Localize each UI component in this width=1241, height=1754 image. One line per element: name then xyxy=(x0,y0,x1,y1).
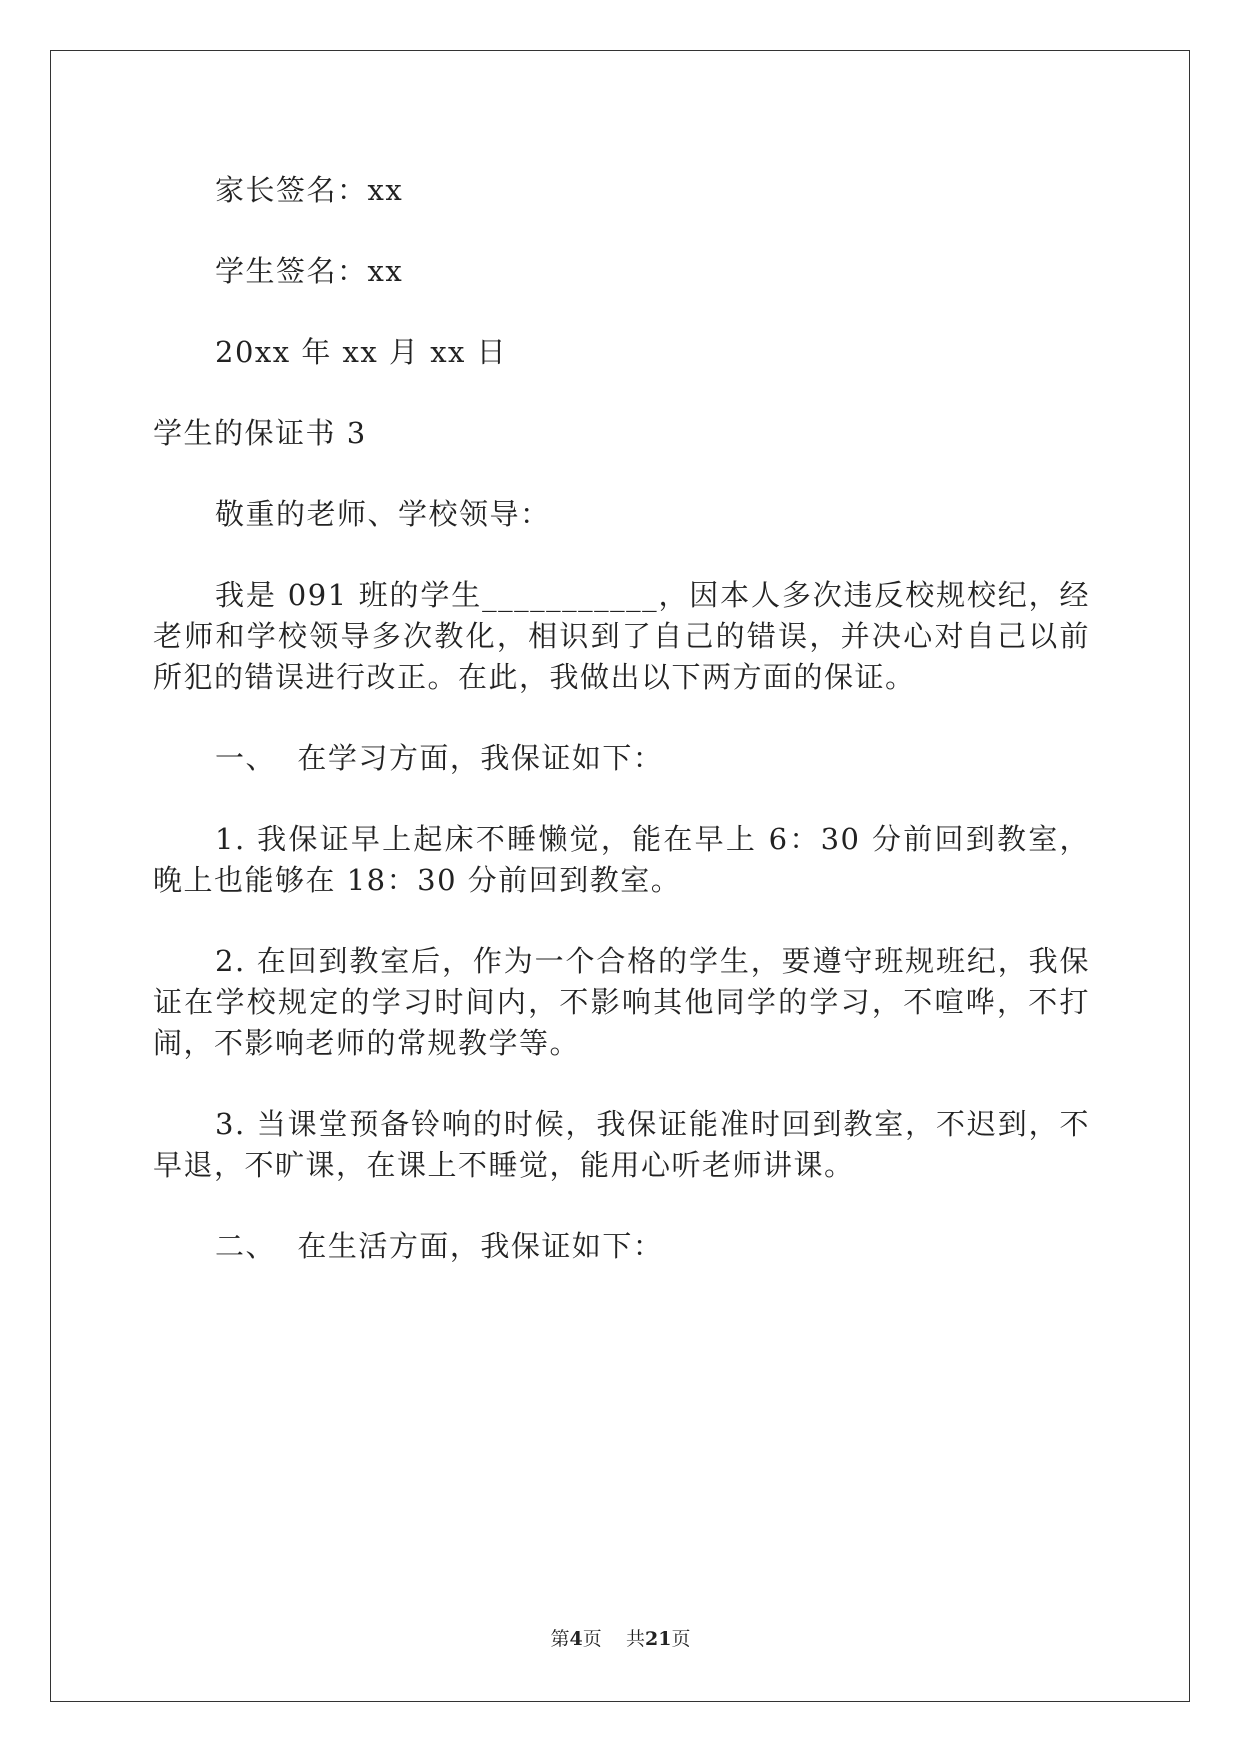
page-footer xyxy=(0,1624,1241,1651)
footer-prefix: 第 xyxy=(550,1628,570,1650)
section-title: 学生的保证书 3 xyxy=(153,416,367,450)
study-item-2: 2. 在回到教室后，作为一个合格的学生，要遵守班规班纪，我保证在学校规定的学习时间内，不影响其他同学的学习，不喧哗，不打闹，不影响老师的常规教学等。 xyxy=(153,944,1090,1060)
footer-page-number: 4 xyxy=(569,1628,583,1650)
salutation: 敬重的老师、学校领导： xyxy=(215,497,551,531)
student-signature-line: 学生签名：xx xyxy=(215,254,404,288)
life-section-heading: 二、 在生活方面，我保证如下： xyxy=(215,1229,664,1263)
document-body xyxy=(153,170,1090,1307)
study-section-heading: 一、 在学习方面，我保证如下： xyxy=(215,741,664,775)
date-line: 20xx 年 xx 月 xx 日 xyxy=(215,335,508,369)
study-item-3: 3. 当课堂预备铃响的时候，我保证能准时回到教室，不迟到，不早退，不旷课，在课上不睡觉，能用心听老师讲课。 xyxy=(153,1107,1090,1182)
parent-signature-line: 家长签名：xx xyxy=(215,173,404,207)
study-item-1: 1. 我保证早上起床不睡懒觉，能在早上 6：30 分前回到教室，晚上也能够在 18：30 分前回到教室。 xyxy=(153,822,1090,897)
footer-total-unit: 页 xyxy=(671,1628,691,1650)
footer-total-pages: 21 xyxy=(644,1628,672,1650)
intro-paragraph: 我是 091 班的学生___________，因本人多次违反校规校纪，经老师和学校领导多次教化，相识到了自己的错误，并决心对自己以前所犯的错误进行改正。在此，我做出以下两方面的保证。 xyxy=(153,578,1090,694)
footer-total-prefix: 共 xyxy=(625,1628,645,1650)
footer-page-unit: 页 xyxy=(582,1628,602,1650)
